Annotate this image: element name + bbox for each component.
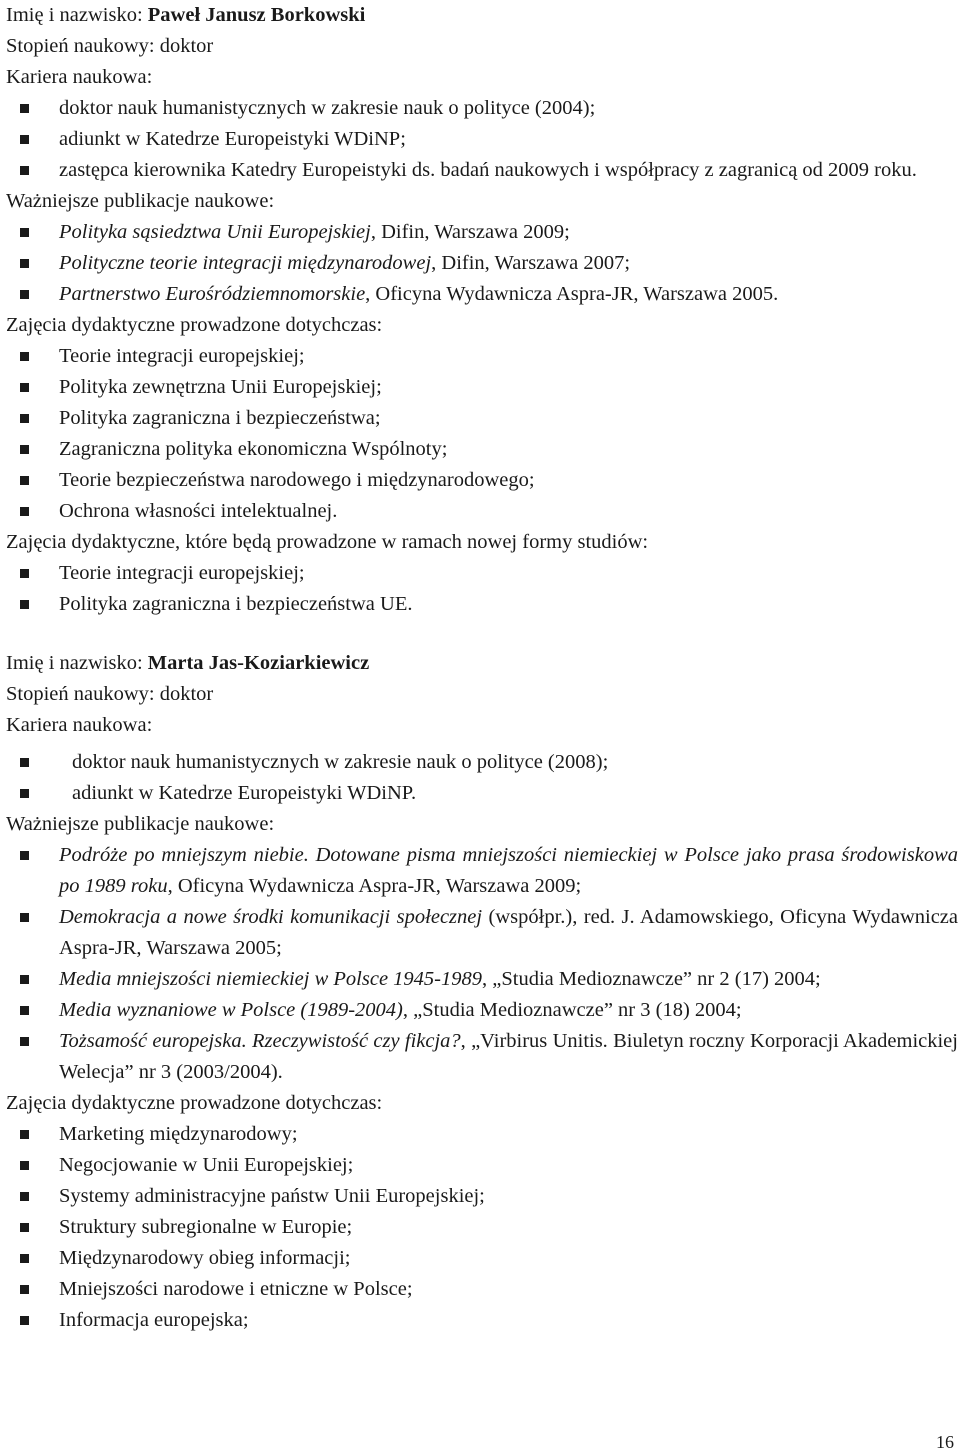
classes-list xyxy=(6,341,958,527)
publication-item xyxy=(6,995,958,1026)
classes-list xyxy=(6,1119,958,1336)
publications-heading: Ważniejsze publikacje naukowe: xyxy=(6,813,275,835)
list-item: Teorie integracji europejskiej; xyxy=(6,558,958,589)
publication-details: , „Studia Medioznawcze” nr 2 (17) 2004; xyxy=(482,968,821,990)
list-item: Teorie integracji europejskiej; xyxy=(6,341,958,372)
publication-title: Media mniejszości niemieckiej w Polsce 1945-1989 xyxy=(59,968,482,990)
publication-details: , Difin, Warszawa 2009; xyxy=(370,221,570,243)
publication-details: (współpr.), red. J. Adamowskiego, Oficyna Wydawnicza Aspra-JR, Warszawa 2005; xyxy=(59,906,959,959)
section-gap xyxy=(6,620,958,648)
publication-title: Partnerstwo Eurośródziemnomorskie xyxy=(59,283,366,305)
document-page xyxy=(6,0,958,1336)
publication-details: , „Studia Medioznawcze” nr 3 (18) 2004; xyxy=(402,999,742,1021)
publication-title: Demokracja a nowe środki komunikacji społecznej xyxy=(59,906,483,928)
name-line xyxy=(6,0,958,31)
person-name: Marta Jas-Koziarkiewicz xyxy=(147,652,370,674)
profile-borkowski xyxy=(6,0,958,620)
career-list xyxy=(6,747,958,809)
list-item: Negocjowanie w Unii Europejskiej; xyxy=(6,1150,958,1181)
career-heading: Kariera naukowa: xyxy=(6,66,153,88)
list-item: adiunkt w Katedrze Europeistyki WDiNP; xyxy=(6,124,958,155)
publication-title: Polityczne teorie integracji międzynarodowej xyxy=(59,252,432,274)
publication-item xyxy=(6,840,958,902)
publication-title: Tożsamość europejska. Rzeczywistość czy fikcja? xyxy=(59,1030,461,1052)
list-item: Polityka zagraniczna i bezpieczeństwa UE. xyxy=(6,589,958,620)
career-list xyxy=(6,93,958,186)
publication-item xyxy=(6,279,958,310)
list-item: Mniejszości narodowe i etniczne w Polsce; xyxy=(6,1274,958,1305)
degree-line: Stopień naukowy: doktor xyxy=(6,683,214,705)
list-item: Ochrona własności intelektualnej. xyxy=(6,496,958,527)
career-heading: Kariera naukowa: xyxy=(6,714,153,736)
name-line xyxy=(6,648,958,679)
publication-details: , Oficyna Wydawnicza Aspra-JR, Warszawa 2009; xyxy=(167,875,582,897)
publication-item xyxy=(6,902,958,964)
list-item: Zagraniczna polityka ekonomiczna Wspólnoty; xyxy=(6,434,958,465)
publications-heading: Ważniejsze publikacje naukowe: xyxy=(6,190,275,212)
list-item: Międzynarodowy obieg informacji; xyxy=(6,1243,958,1274)
publication-title: Podróże po mniejszym niebie. Dotowane pisma mniejszości niemieckiej w Polsce jako prasa środowiskowa po 1989 roku xyxy=(59,844,958,897)
classes-heading: Zajęcia dydaktyczne prowadzone dotychczas: xyxy=(6,314,383,336)
publication-item xyxy=(6,964,958,995)
list-item: doktor nauk humanistycznych w zakresie nauk o polityce (2004); xyxy=(6,93,958,124)
publication-title: Polityka sąsiedztwa Unii Europejskiej xyxy=(59,221,371,243)
list-item: Systemy administracyjne państw Unii Europejskiej; xyxy=(6,1181,958,1212)
publication-title: Media wyznaniowe w Polsce (1989-2004) xyxy=(59,999,403,1021)
classes-heading: Zajęcia dydaktyczne prowadzone dotychczas: xyxy=(6,1092,383,1114)
publication-details: , Difin, Warszawa 2007; xyxy=(431,252,631,274)
list-item: Informacja europejska; xyxy=(6,1305,958,1336)
publication-item xyxy=(6,217,958,248)
person-name: Paweł Janusz Borkowski xyxy=(147,4,366,26)
list-item: adiunkt w Katedrze Europeistyki WDiNP. xyxy=(6,778,958,809)
publication-item xyxy=(6,1026,958,1088)
degree-line: Stopień naukowy: doktor xyxy=(6,35,214,57)
new-classes-heading: Zajęcia dydaktyczne, które będą prowadzone w ramach nowej formy studiów: xyxy=(6,531,649,553)
list-item: doktor nauk humanistycznych w zakresie nauk o polityce (2008); xyxy=(6,747,958,778)
publications-list xyxy=(6,217,958,310)
publication-details: , Oficyna Wydawnicza Aspra-JR, Warszawa 2005. xyxy=(365,283,779,305)
name-label: Imię i nazwisko: xyxy=(6,4,148,26)
page-number: 16 xyxy=(936,1432,954,1452)
new-classes-list xyxy=(6,558,958,620)
list-item: Polityka zagraniczna i bezpieczeństwa; xyxy=(6,403,958,434)
publication-item xyxy=(6,248,958,279)
publications-list xyxy=(6,840,958,1088)
list-item: Marketing międzynarodowy; xyxy=(6,1119,958,1150)
list-item: zastępca kierownika Katedry Europeistyki ds. badań naukowych i współpracy z zagranicą od 2009 roku. xyxy=(6,155,958,186)
list-item: Struktury subregionalne w Europie; xyxy=(6,1212,958,1243)
publication-details: , „Virbirus Unitis. Biuletyn roczny Korporacji Akademickiej Welecja” nr 3 (2003/2004). xyxy=(59,1030,958,1083)
name-label: Imię i nazwisko: xyxy=(6,652,148,674)
list-item: Polityka zewnętrzna Unii Europejskiej; xyxy=(6,372,958,403)
profile-jas-koziarkiewicz xyxy=(6,648,958,1336)
list-item: Teorie bezpieczeństwa narodowego i międzynarodowego; xyxy=(6,465,958,496)
